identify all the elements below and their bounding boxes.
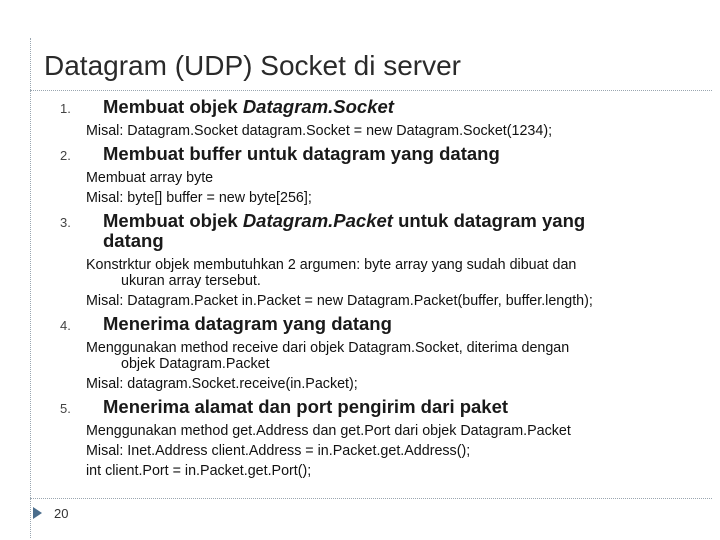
item-heading: Membuat buffer untuk datagram yang datang [103, 143, 500, 164]
title-divider [30, 90, 712, 91]
item-number: 5. [60, 401, 71, 416]
item-heading-continuation: datang [103, 230, 164, 251]
page-number: 20 [54, 506, 69, 521]
item-line: Misal: datagram.Socket.receive(in.Packet); [86, 376, 358, 392]
item-line: Misal: byte[] buffer = new byte[256]; [86, 190, 312, 206]
left-vertical-rule [30, 38, 31, 538]
item-number: 3. [60, 215, 71, 230]
item-number: 4. [60, 318, 71, 333]
item-line: Misal: Inet.Address client.Address = in.Packet.get.Address(); [86, 443, 471, 459]
item-heading: Menerima datagram yang datang [103, 313, 392, 334]
item-heading: Membuat objek Datagram.Socket [103, 96, 394, 117]
footer-divider [30, 498, 712, 499]
item-line: objek Datagram.Packet [121, 356, 270, 372]
item-line: Menggunakan method get.Address dan get.Port dari objek Datagram.Packet [86, 423, 571, 439]
slide-title: Datagram (UDP) Socket di server [44, 50, 462, 81]
item-line: int client.Port = in.Packet.get.Port(); [86, 463, 312, 479]
item-heading: Membuat objek Datagram.Packet untuk datagram yang [103, 210, 586, 231]
item-line: Menggunakan method receive dari objek Datagram.Socket, diterima dengan [86, 340, 570, 356]
item-number: 1. [60, 101, 71, 116]
triangle-marker-icon [33, 507, 42, 519]
item-line: Misal: Datagram.Socket datagram.Socket = new Datagram.Socket(1234); [86, 123, 553, 139]
item-number: 2. [60, 148, 71, 163]
item-line: Konstrktur objek membutuhkan 2 argumen: byte array yang sudah dibuat dan [86, 257, 577, 273]
item-line: Membuat array byte [86, 170, 214, 186]
item-line: Misal: Datagram.Packet in.Packet = new Datagram.Packet(buffer, buffer.length); [86, 293, 593, 309]
item-heading: Menerima alamat dan port pengirim dari paket [103, 396, 509, 417]
item-line: ukuran array tersebut. [121, 273, 261, 289]
